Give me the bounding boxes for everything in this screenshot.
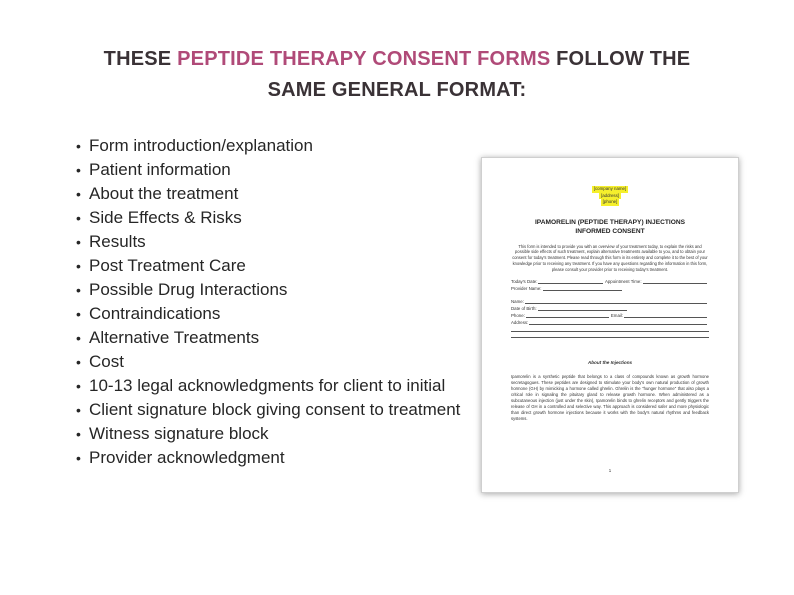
bullet-item: • Post Treatment Care xyxy=(76,254,476,278)
email-line xyxy=(624,313,707,318)
heading-text-end: FOLLOW THE xyxy=(556,48,691,70)
phone-placeholder: [phone] xyxy=(602,199,618,204)
phone-label: Phone: xyxy=(511,313,525,319)
bullet-item: • About the treatment xyxy=(76,182,476,206)
bullet-item: • Contraindications xyxy=(76,302,476,326)
bullet-item: • Provider acknowledgment xyxy=(76,446,476,470)
bullet-item: • Possible Drug Interactions xyxy=(76,278,476,302)
page-heading xyxy=(0,44,794,106)
about-injections-text: Ipamorelin is a synthetic peptide that belongs to a class of compounds known as growth hormone secretagogues. These peptides are designed to stimulate your body's own natural production of growth hormone (GH) by mimicking a hormone called ghrelin. Ghrelin is the "hunger hormone" that also plays a critical role in signaling the pituitary gland to release growth hormone. When administered as a subcutaneous injection (just under the skin), Ipamorelin binds to ghrelin receptors and gently triggers the release of GH in a controlled and selective way. This approach is considered safer and more physiologic than direct growth hormone injections because it works with the body's natural rhythms and feedback systems. xyxy=(511,374,709,421)
phone-email-row xyxy=(511,313,709,319)
company-name-placeholder: [company name] xyxy=(593,186,627,191)
bullet-item: • Results xyxy=(76,230,476,254)
phone-line xyxy=(526,313,609,318)
about-injections-heading: About the Injections xyxy=(587,360,633,366)
dob-line xyxy=(538,306,627,311)
form-intro-text: This form is intended to provide you with an overview of your treatment today, to explain the risks and possible side effects of such treatment, explain alternative treatments available to you, and to obtain your consent for today's treatment. Please read through this form in its entirety and complete it to the best of your knowledge prior to receiving any treatment. If you have any questions regarding the information in this form, please consult your provider prior to receiving today's treatment. xyxy=(512,243,708,272)
address-label: Address: xyxy=(511,320,529,326)
form-title-line-2: INFORMED CONSENT xyxy=(575,227,645,235)
email-label: Email: xyxy=(610,313,624,319)
bullet-item: • Patient information xyxy=(76,158,476,182)
date-appointment-row xyxy=(511,279,709,285)
bullet-item: • Witness signature block xyxy=(76,422,476,446)
address-line xyxy=(529,320,707,325)
todays-date-label: Today's Date: xyxy=(511,279,538,285)
address-extra-line xyxy=(511,332,709,338)
dob-label: Date of Birth: xyxy=(511,306,537,312)
format-bullet-list xyxy=(76,134,476,470)
name-line xyxy=(525,299,707,304)
name-row xyxy=(511,299,709,305)
name-label: Name: xyxy=(511,299,524,305)
bullet-item: • Cost xyxy=(76,350,476,374)
appointment-time-label: Appointment Time: xyxy=(604,279,642,285)
form-title xyxy=(511,218,709,236)
provider-name-line xyxy=(543,286,622,291)
bullet-item: • Form introduction/explanation xyxy=(76,134,476,158)
dob-row xyxy=(511,306,709,312)
form-title-line-1: IPAMORELIN (PEPTIDE THERAPY) INJECTIONS xyxy=(534,218,686,226)
heading-line-2: SAME GENERAL FORMAT: xyxy=(267,79,527,101)
heading-line-1 xyxy=(0,44,794,75)
provider-name-label: Provider Name: xyxy=(511,286,542,292)
company-placeholder-block xyxy=(511,186,709,206)
bullet-item: • 10-13 legal acknowledgments for client to initial xyxy=(76,374,476,398)
bullet-item: • Side Effects & Risks xyxy=(76,206,476,230)
todays-date-line xyxy=(538,279,602,284)
bullet-item: • Client signature block giving consent to treatment xyxy=(76,398,476,422)
heading-text-start: THESE xyxy=(103,48,172,70)
address-placeholder: [address] xyxy=(600,192,620,198)
page-number: 1 xyxy=(608,468,612,473)
heading-accent-text: PEPTIDE THERAPY CONSENT FORMS xyxy=(177,48,551,70)
bullet-item: • Alternative Treatments xyxy=(76,326,476,350)
consent-form-preview xyxy=(481,157,739,493)
appointment-time-line xyxy=(643,279,707,284)
